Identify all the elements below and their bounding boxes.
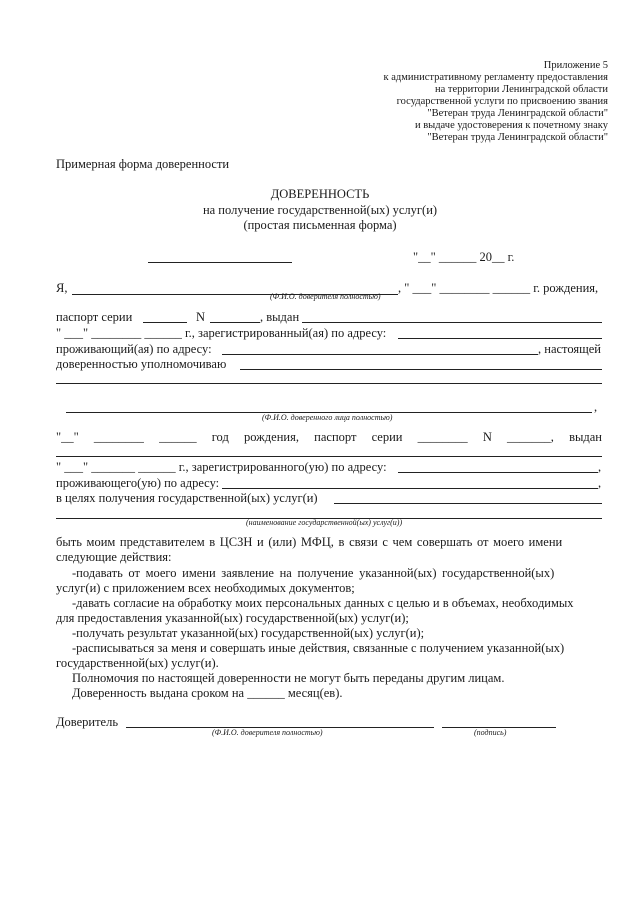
document-title: ДОВЕРЕННОСТЬ: [270, 187, 370, 201]
body-line: -получать результат указанной(ых) государственной(ых) услуг(и);: [72, 626, 425, 640]
body-line: -расписываться за меня и совершать иные действия, связанные с получением указанной(ых): [72, 641, 565, 655]
living-line[interactable]: [222, 354, 538, 355]
body-line: для предоставления указанной(ых) государственной(ых) услуг(и);: [56, 611, 409, 625]
body-line: быть моим представителем в ЦСЗН и (или) МФЦ, в связи с чем совершать от моего имени: [56, 535, 563, 549]
birth-word: ________: [93, 430, 144, 444]
purpose-label: в целях получения государственной(ых) услуг(и): [56, 491, 318, 505]
birth-word: _______,: [507, 430, 554, 444]
place-line[interactable]: [148, 262, 292, 263]
signature-fio-caption: (Ф.И.О. доверителя полностью): [212, 728, 323, 737]
appendix-line: Приложение 5: [543, 60, 608, 71]
proxy-issued-line[interactable]: [56, 456, 602, 457]
appendix-line: на территории Ленинградской области: [434, 84, 608, 95]
service-caption: (наименование государственной(ых) услуг(и)): [246, 518, 403, 527]
comma: ,: [598, 476, 602, 490]
authorize-line[interactable]: [240, 369, 602, 370]
proxy-registration-line[interactable]: [398, 472, 598, 473]
body-line: услуг(и) с приложением всех необходимых документов;: [56, 581, 355, 595]
body-line: -подавать от моего имени заявление на получение указанной(ых) государственной(ых): [72, 566, 555, 580]
appendix-line: и выдаче удостоверения к почетному знаку: [414, 120, 608, 131]
body-line: следующие действия:: [56, 550, 172, 564]
passport-series-label: паспорт серии: [56, 310, 133, 324]
comma: ,: [598, 460, 602, 474]
document-subtitle: на получение государственной(ых) услуг(и): [202, 203, 438, 217]
passport-number-line[interactable]: [210, 322, 260, 323]
body-line: -давать согласие на обработку моих персональных данных с целью и в объемах, необходимых: [72, 596, 574, 610]
birth-word: рождения,: [243, 430, 299, 444]
signature-caption: (подпись): [474, 728, 507, 737]
passport-issued-label: , выдан: [260, 310, 300, 324]
appendix-line: к административному регламенту предоставления: [383, 72, 608, 83]
birth-word: "__": [56, 430, 79, 444]
passport-issued-line[interactable]: [302, 322, 602, 323]
registration-line[interactable]: [398, 338, 602, 339]
proxy-living-label: проживающего(ую) по адресу:: [56, 476, 220, 490]
date-line: "__" ______ 20__ г.: [413, 250, 515, 264]
proxy-registration-text: " ___" _______ ______ г., зарегистрированного(ую) по адресу:: [56, 460, 387, 474]
comma: ,: [594, 400, 598, 414]
proxy-fio-caption: (Ф.И.О. доверенного лица полностью): [262, 413, 393, 422]
birth-word: N: [482, 430, 492, 444]
proxy-living-line[interactable]: [222, 488, 598, 489]
registration-text: " ___" ________ ______ г., зарегистрированный(ая) по адресу:: [56, 326, 387, 340]
principal-birth-text: , " ___" ________ ______ г. рождения,: [398, 281, 599, 295]
birth-word: выдан: [569, 430, 602, 444]
ya-label: Я,: [56, 281, 68, 295]
birth-word: паспорт: [314, 430, 357, 444]
hereby-label: , настоящей: [538, 342, 601, 356]
appendix-line: "Ветеран труда Ленинградской области": [427, 108, 608, 119]
living-label: проживающий(ая) по адресу:: [56, 342, 212, 356]
principal-fio-caption: (Ф.И.О. доверителя полностью): [270, 292, 381, 301]
authorize-label: доверенностью уполномочиваю: [56, 357, 227, 371]
body-line: государственной(ых) услуг(и).: [56, 656, 219, 670]
passport-n-label: N: [196, 310, 206, 324]
birth-word: год: [211, 430, 229, 444]
appendix-line: "Ветеран труда Ленинградской области": [427, 132, 608, 143]
principal-signature-label: Доверитель: [56, 715, 119, 729]
appendix-line: государственной услуги по присвоению звания: [396, 96, 608, 107]
purpose-line[interactable]: [334, 503, 602, 504]
birth-word: серии: [371, 430, 403, 444]
form-label: Примерная форма доверенности: [56, 157, 230, 171]
proxy-birth-line: [56, 430, 602, 445]
appendix-header: [288, 60, 608, 144]
body-line: Полномочия по настоящей доверенности не могут быть переданы другим лицам.: [72, 671, 505, 685]
birth-word: ________: [417, 430, 468, 444]
document-form-type: (простая письменная форма): [243, 218, 397, 232]
body-line: Доверенность выдана сроком на ______ месяц(ев).: [72, 686, 343, 700]
blank-line[interactable]: [56, 383, 602, 384]
passport-series-line[interactable]: [143, 322, 187, 323]
birth-word: ______: [159, 430, 197, 444]
